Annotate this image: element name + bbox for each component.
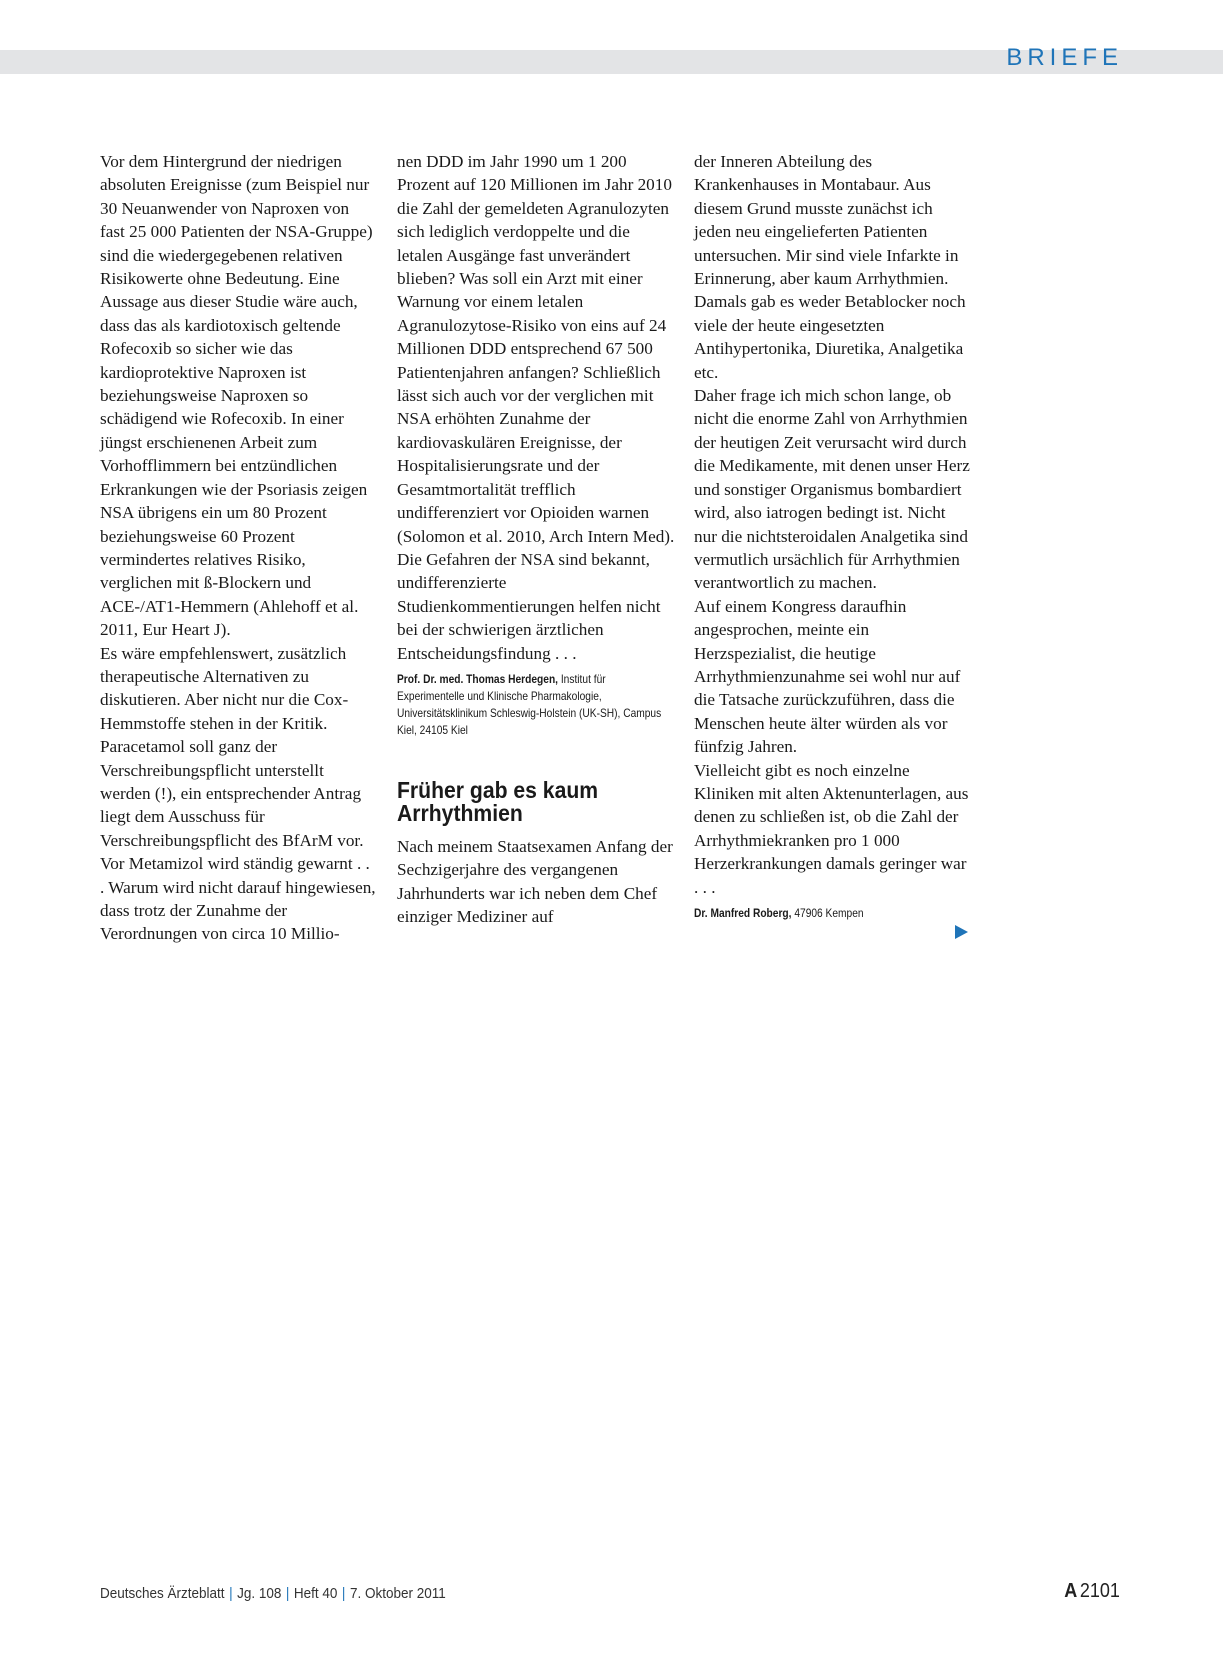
divider: | [229,1585,233,1602]
paragraph: Es wäre empfehlenswert, zusätzlich therapeutische Alternativen zu diskutieren. Aber nicht nur die Cox-Hemmstoffe stehen in der Kritik. Paracetamol soll ganz der Verschreibungspflicht unterstellt werden (!), ein entsprechender Antrag liegt dem Ausschuss für Verschreibungspflicht des BfArM vor. Vor Metamizol wird ständig gewarnt . . . Warum wird nicht darauf hingewiesen, dass trotz der Zunahme der Verordnungen von circa 10 Millio- [100,643,376,944]
author-name: Prof. Dr. med. Thomas Herdegen, [397,672,559,686]
column-3 [694,150,972,922]
author-affiliation: Institut für Experimentelle und Klinische Pharmakologie, Universitätsklinikum Schleswig-Holstein (UK-SH), Campus Kiel, 24105 Kiel [397,672,662,737]
journal-name: Deutsches Ärzteblatt [100,1585,225,1602]
paragraph: Nach meinem Staatsexamen Anfang der Sechzigerjahre des vergangenen Jahrhunderts war ich neben dem Chef einziger Mediziner auf [397,836,673,927]
volume: Jg. 108 [237,1585,282,1602]
divider: | [341,1585,346,1602]
section-label: BRIEFE [1006,44,1123,71]
column-2 [397,150,675,929]
paragraph: Vor dem Hintergrund der niedrigen absoluten Ereignisse (zum Beispiel nur 30 Neuanwender von Naproxen von fast 25 000 Patienten der NSA-Gruppe) sind die wiedergegebenen relativen Risikowerte ohne Bedeutung. Eine Aussage aus dieser Studie wäre auch, dass das als kardiotoxisch geltende Rofecoxib so sicher wie das kardioprotektive Naproxen ist beziehungsweise Naproxen so schädigend wie Rofecoxib. In einer jüngst erschienenen Arbeit zum Vorhofflimmern bei entzündlichen Erkrankungen wie der Psoriasis zeigen NSA übrigens ein um 80 Prozent beziehungsweise 60 Prozent vermindertes relatives Risiko, verglichen mit ß-Blockern und ACE-/AT1-Hemmern (Ahlehoff et al. 2011, Eur Heart J). [100,152,373,640]
paragraph: Daher frage ich mich schon lange, ob nicht die enorme Zahl von Arrhythmien der heutigen Zeit verursacht wird durch die Medikamente, mit denen unser Herz und sonstiger Organismus bombardiert wird, also iatrogen bedingt ist. Nicht nur die nichtsteroidalen Analgetika sind vermutlich ursächlich für Arrhythmien verantwortlich zu machen. [694,386,970,593]
page-prefix: A [1064,1580,1078,1602]
column-1 [100,150,378,946]
paragraph: Vielleicht gibt es noch einzelne Kliniken mit alten Aktenunterlagen, aus denen zu schließen ist, ob die Zahl der Arrhythmiekranken pro 1 000 Herzerkrankungen damals geringer war . . . [694,760,969,897]
page-number [1064,1580,1120,1603]
footer-citation [100,1585,446,1602]
page-number-value: 2101 [1079,1580,1120,1602]
author-signature [694,905,971,922]
paragraph: Auf einem Kongress daraufhin angesprochen, meinte ein Herzspezialist, die heutige Arrhythmienzunahme sei wohl nur auf die Tatsache zurückzuführen, dass die Menschen heute älter würden als vor fünfzig Jahren. [694,596,961,757]
author-affiliation: 47906 Kempen [791,907,864,920]
letter-headline: Früher gab es kaum Arrhythmien [397,776,599,826]
author-name: Dr. Manfred Roberg, [694,907,792,920]
triangle-right-icon [955,925,968,939]
issue: Heft 40 [293,1585,338,1602]
paragraph: der Inneren Abteilung des Krankenhauses in Montabaur. Aus diesem Grund musste zunächst ich jeden neu eingelieferten Patienten untersuchen. Mir sind viele Infarkte in Erinnerung, aber kaum Arrhythmien. Damals gab es weder Betablocker noch viele der heute eingesetzten Antihypertonika, Diuretika, Analgetika etc. [694,152,966,382]
divider: | [285,1585,290,1602]
issue-date: 7. Oktober 2011 [349,1585,446,1602]
paragraph: nen DDD im Jahr 1990 um 1 200 Prozent auf 120 Millionen im Jahr 2010 die Zahl der gemeldeten Agranulozyten sich lediglich verdoppelte und die letalen Ausgänge fast unverändert blieben? Was soll ein Arzt mit einer Warnung vor einem letalen Agranulozytose-Risiko von eins auf 24 Millionen DDD entsprechend 67 500 Patientenjahren anfangen? Schließlich lässt sich auch vor der verglichen mit NSA erhöhten Zunahme der kardiovaskulären Ereignisse, der Hospitalisierungsrate und der Gesamtmortalität trefflich undifferenziert vor Opioiden warnen (Solomon et al. 2010, Arch Intern Med). Die Gefahren der NSA sind bekannt, undifferenzierte Studienkommentierungen helfen nicht bei der schwierigen ärztlichen Entscheidungsfindung . . . [397,152,675,663]
author-signature [397,671,674,739]
